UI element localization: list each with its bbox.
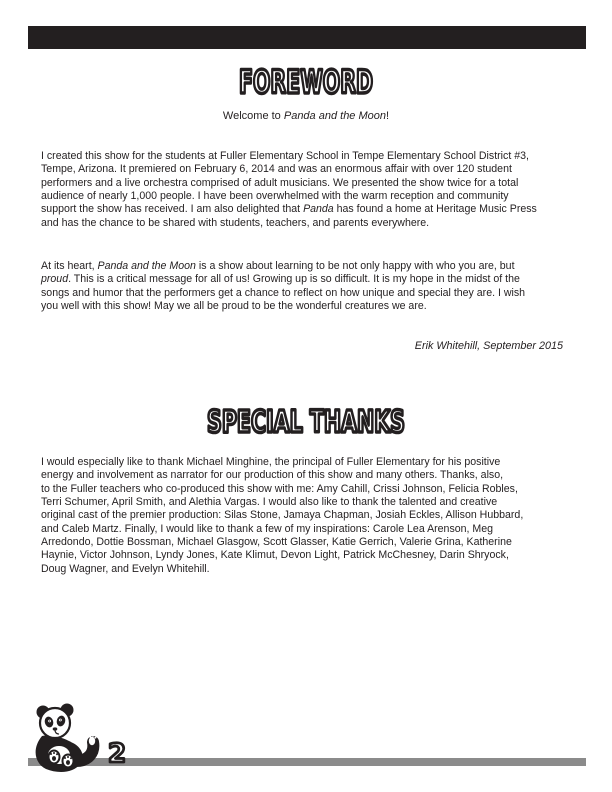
foreword-paragraph-1: I created this show for the students at Fuller Elementary School in Tempe Elementary School District #3, Tempe, Arizona. It premiered on February 6, 2014 and was an enormous affair with over 120 student performers and a live orchestra comprised of adult musicians. We presented the show twice for a total audience of nearly 1,000 people. I have been overwhelmed with the warm reception and community support the show has received. I am also delighted that Panda has found a home at Heritage Music Press and has the chance to be shared with students, teachers, and parents everywhere.	[41, 150, 537, 229]
special-thanks-paragraph: I would especially like to thank Michael Minghine, the principal of Fuller Elementary for his positive energy and involvement as narrator for our production of this show and many others. Thanks, also, to the Fuller teachers who co-produced this show with me: Amy Cahill, Crissi Johnson, Felicia Robles, Terri Schumer, April Smith, and Alethia Vargas. I would also like to thank the talented and creative original cast of the premier production: Silas Stone, Jamaya Chapman, Josiah Eckles, Allison Hubbard, and Caleb Martz. Finally, I would like to thank a few of my inspirations: Carole Lea Arenson, Meg Arredondo, Dottie Bossman, Michael Glasgow, Scott Glasser, Katie Gerrich, Valerie Grina, Katherine Haynie, Victor Johnson, Lyndy Jones, Kate Klimut, Devon Light, Patrick McChesney, Darin Shryock, Doug Wagner, and Evelyn Whitehill.	[41, 456, 524, 575]
page-number-text: 2	[107, 739, 127, 768]
foreword-paragraph-2: At its heart, Panda and the Moon is a show about learning to be not only happy with who you are, but proud. This is a critical message for all of us! Growing up is so difficult. It is my hope in the midst of the songs and humor that the performers get a chance to reflect on how unique and special they are. I wish you well with this show! May we all be proud to be the wonderful creatures we are.	[41, 260, 526, 313]
author-signature: Erik Whitehill, September 2015	[414, 340, 563, 352]
page-number	[100, 736, 134, 768]
foreword-heading	[0, 57, 612, 105]
welcome-line: Welcome to Panda and the Moon!	[222, 110, 390, 122]
top-rule	[28, 26, 586, 49]
special-thanks-heading	[0, 398, 612, 446]
special-thanks-heading-text: SPECIAL THANKS	[207, 405, 405, 440]
foreword-heading-text: FOREWORD	[239, 63, 373, 101]
